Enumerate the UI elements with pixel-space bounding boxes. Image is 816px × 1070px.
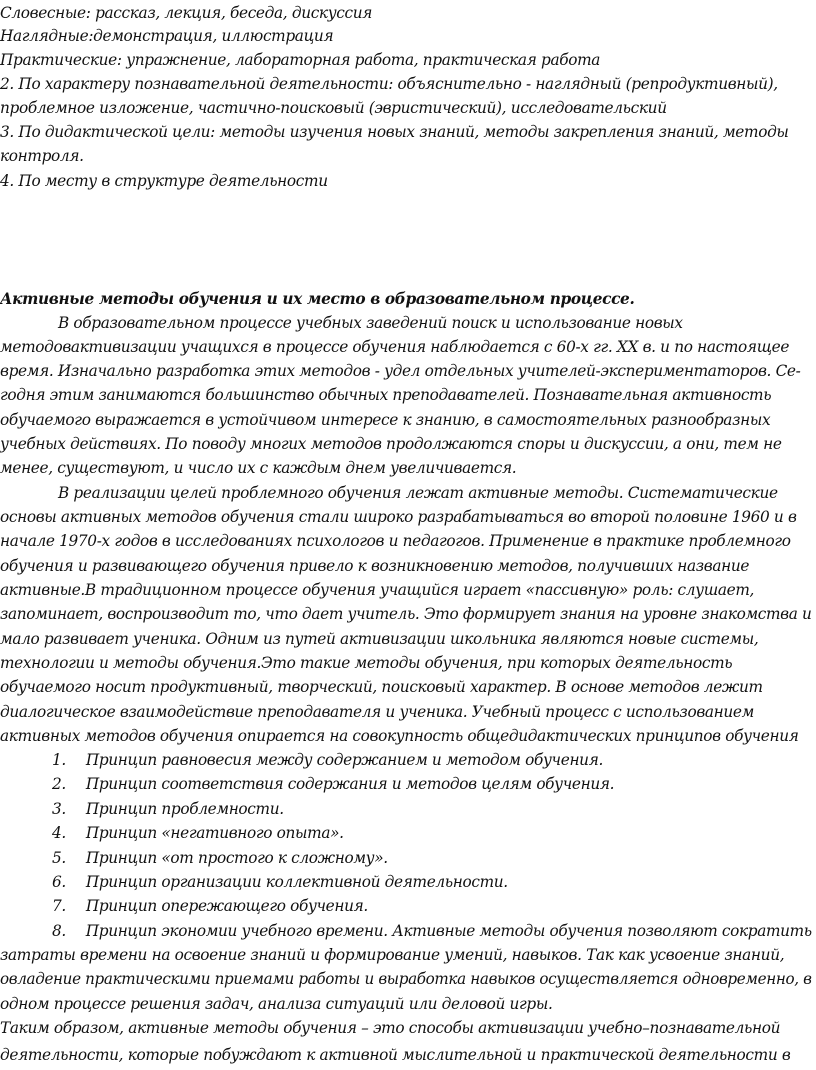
intro-line: 4. По месту в структуре деятельности [0,172,328,190]
paragraph-line: овладение практическими приемами работы и выработка навыков осуществляется одновременно, в [0,970,812,988]
paragraph-line: обучаемого выражается в устойчивом интересе к знанию, в самостоятельных разнообразных [0,411,771,429]
paragraph-line: обучаемого носит продуктивный, творческий, поисковый характер. В основе методов лежит [0,678,763,696]
principle-text: Принцип «от простого к сложному». [85,849,388,867]
principle-item [52,871,812,894]
intro-line: проблемное изложение, частично-поисковый (эвристический), исследовательский [0,99,667,117]
paragraph-line: годня этим занимаются большинство обычных преподавателей. Познавательная активность [0,386,772,404]
principle-item [52,895,812,918]
intro-line: Словесные: рассказ, лекция, беседа, дискуссия [0,4,373,22]
principle-text: Принцип соответствия содержания и методов целям обучения. [85,775,615,793]
principle-text: Принцип опережающего обучения. [85,897,368,915]
principle-item [52,822,812,845]
paragraph-line: одном процессе решения задач, анализа ситуаций или деловой игры. [0,995,553,1013]
intro-line: контроля. [0,147,84,165]
principle-item [52,798,812,821]
paragraph-line: запоминает, воспроизводит то, что дает учитель. Это формирует знания на уровне знакомства и [0,605,812,623]
paragraph-line: В реализации целей проблемного обучения лежат активные методы. Систематические [58,484,778,502]
paragraph-line: активные.В традиционном процессе обучения учащийся играет «пассивную» роль: слушает, [0,581,755,599]
paragraph-line: мало развивает ученика. Одним из путей активизации школьника являются новые системы, [0,630,759,648]
paragraph-line: диалогическое взаимодействие преподавателя и ученика. Учебный процесс с использованием [0,703,754,721]
intro-line: 2. По характеру познавательной деятельности: объяснительно - наглядный (репродуктивный), [0,75,778,93]
principle-number: 2. [52,775,66,793]
paragraph-line: В образовательном процессе учебных заведений поиск и использование новых [58,314,683,332]
principle-number: 4. [52,824,66,842]
paragraph-line: активных методов обучения опирается на совокупность общедидактических принципов обучения [0,727,799,745]
paragraph-line: время. Изначально разработка этих методов - удел отдельных учителей-экспериментаторов. Се- [0,362,801,380]
principle-number: 8. [52,922,66,940]
intro-line: Практические: упражнение, лабораторная работа, практическая работа [0,51,601,69]
principle-number: 3. [52,800,66,818]
principle-text: Принцип равновесия между содержанием и методом обучения. [85,751,604,769]
principle-item [52,920,811,943]
principle-number: 1. [52,751,66,769]
principle-text: Принцип экономии учебного времени. Активные методы обучения позволяют сократить [85,922,812,940]
intro-line: 3. По дидактической цели: методы изучения новых знаний, методы закрепления знаний, методы [0,123,789,141]
paragraph-line: начале 1970-х годов в исследованиях психологов и педагогов. Применение в практике проблемного [0,532,791,550]
paragraph-line: менее, существуют, и число их с каждым днем увеличивается. [0,459,517,477]
principle-item [52,847,812,870]
principle-text: Принцип организации коллективной деятельности. [85,873,508,891]
intro-line: Наглядные:демонстрация, иллюстрация [0,27,334,45]
section-heading: Активные методы обучения и их место в образовательном процессе. [0,290,635,308]
principle-item [52,749,812,772]
principle-text: Принцип проблемности. [85,800,284,818]
paragraph-line: затраты времени на освоение знаний и формирование умений, навыков. Так как усвоение знаний, [0,946,785,964]
principle-number: 6. [52,873,66,891]
paragraph-line: основы активных методов обучения стали широко разрабатываться во второй половине 1960 и в [0,508,797,526]
principle-number: 7. [52,897,66,915]
principle-text: Принцип «негативного опыта». [85,824,344,842]
principle-item [52,773,812,796]
principle-number: 5. [52,849,66,867]
paragraph-line: методовактивизации учащихся в процессе обучения наблюдается с 60-х гг. XX в. и по настоящее [0,338,790,356]
paragraph-line: Таким образом, активные методы обучения – это способы активизации учебно–познавательной [0,1019,781,1037]
paragraph-line: обучения и развивающего обучения привело к возникновению методов, получивших название [0,557,750,575]
paragraph-line: технологии и методы обучения.Это такие методы обучения, при которых деятельность [0,654,733,672]
paragraph-line: учебных действиях. По поводу многих методов продолжаются споры и дискуссии, а они, тем не [0,435,782,453]
paragraph-line: деятельности, которые побуждают к активной мыслительной и практической деятельности в [0,1046,791,1064]
